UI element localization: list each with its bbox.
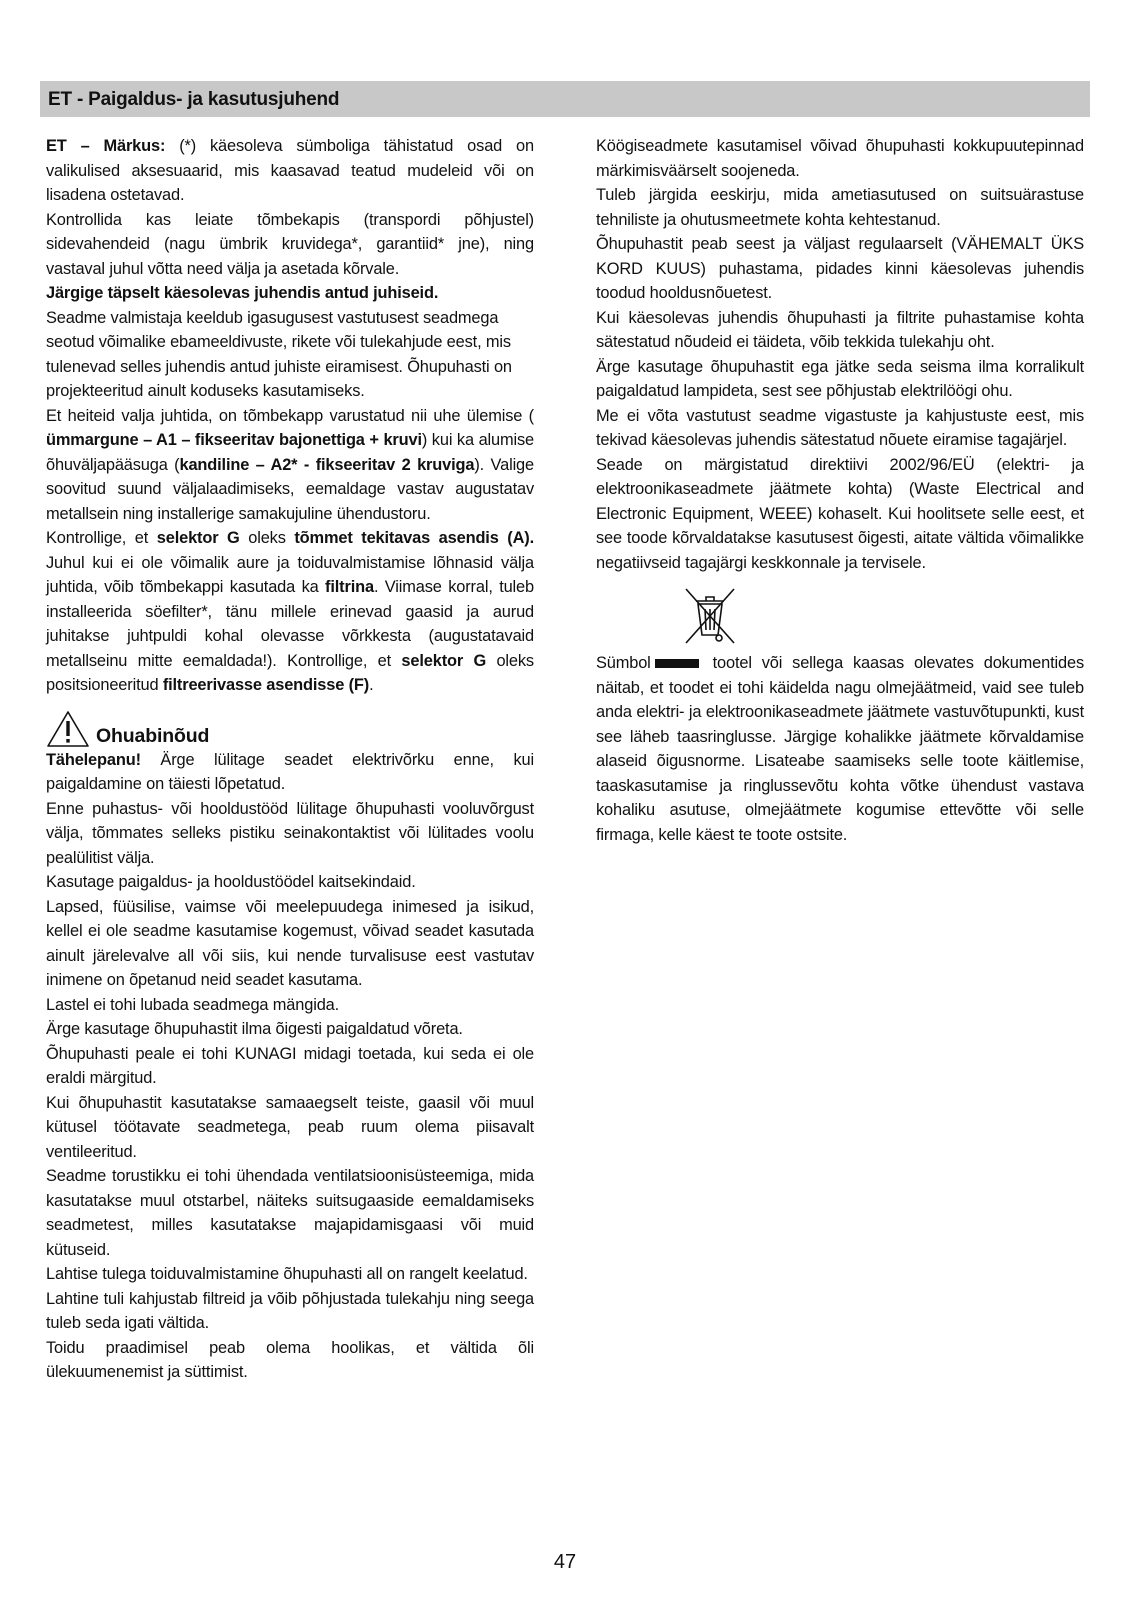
safety-item: Köögiseadmete kasutamisel võivad õhupuhasti kokkupuutepinnad märkimisväärselt soojeneda. <box>596 137 1084 180</box>
crossed-bin-icon <box>680 585 740 647</box>
air-outlet-text-3: ). Valige soovitud suund väljalaadimiseks, eemaldage vastav augustatav metallsein ning installerige samakujuline ühendustoru. <box>46 455 534 523</box>
air-outlet-text-2: ) kui ka alumise õhuväljapääsuga ( <box>46 431 534 474</box>
safety-item: Seadme torustikku ei tohi ühendada ventilatsioonisüsteemiga, mida kasutatakse muul otstarbel, näiteks suitsugaaside eemaldamiseks seadmetest, milles kasutatakse majapidamisgaasi või muid kütuseid. <box>46 1167 534 1259</box>
selector-text-5: oleks positsioneeritud <box>46 651 534 694</box>
selector-bold-2: tõmmet tekitavas asendis (A). <box>294 529 534 547</box>
safety-item: Õhupuhasti peale ei tohi KUNAGI midagi toetada, kui seda ei ole eraldi märgitud. <box>46 1044 534 1087</box>
selector-bold-3: filtrina <box>325 578 374 596</box>
air-outlet-text-1: Et heiteid valja juhtida, on tõmbekapp varustatud nii uhe ülemise ( <box>46 406 534 425</box>
safety-item: Ärge kasutage õhupuhastit ilma õigesti paigaldatud võreta. <box>46 1020 463 1038</box>
selector-bold-5: filtreerivasse asendisse (F) <box>162 676 370 694</box>
safety-item: Õhupuhastit peab seest ja väljast regulaarselt (VÄHEMALT ÜKS KORD KUUS) puhastama, pidades kinni käesolevas juhendis toodud hooldusnõuetest. <box>596 235 1084 302</box>
section-title: Ohuabinõud <box>96 724 210 747</box>
bar-symbol-icon <box>655 659 699 668</box>
safety-item: Tuleb järgida eeskirju, mida ametiasutused on suitsuärastuse tehniliste ja ohutusmeetmete kohta kehtestanud. <box>596 186 1084 229</box>
safety-item: Toidu praadimisel peab olema hoolikas, et vältida õli ülekuumenemist ja süttimist. <box>46 1338 534 1381</box>
safety-item: Kasutage paigaldus- ja hooldustöödel kaitsekindaid. <box>46 873 416 891</box>
safety-item: Ärge kasutage õhupuhastit ega jätke seda seisma ilma korralikult paigaldatud lampideta, sest see põhjustab elektrilöögi ohu. <box>596 357 1084 400</box>
check-package-paragraph: Kontrollida kas leiate tõmbekapis (transpordi põhjustel) sidevahendeid (nagu ümbrik kruvidega*, garantiid* jne), ning vastaval juhul võtta need välja ja asetada kõrvale. <box>46 210 534 278</box>
note-paragraph <box>46 134 534 208</box>
note-label: ET – Märkus: <box>46 137 166 155</box>
right-column <box>596 134 1084 847</box>
warning-text: Ärge lülitage seadet elektrivõrku enne, kui paigaldamine on täiesti lõpetatud. <box>46 750 534 793</box>
header-bar <box>40 81 1090 117</box>
page-title: ET - Paigaldus- ja kasutusjuhend <box>48 89 340 110</box>
safety-item: Kui käesolevas juhendis õhupuhasti ja filtrite puhastamise kohta sätestatud nõudeid ei täideta, võib tekkida tulekahju oht. <box>596 308 1084 351</box>
page-number: 47 <box>553 1551 577 1573</box>
weee-symbol-label: Sümbol <box>596 654 651 672</box>
selector-bold-4: selektor G <box>401 651 487 670</box>
air-outlet-bold-1: ümmargune – A1 – fikseeritav bajonettiga + kruvi <box>46 431 422 449</box>
selector-text-6: . <box>369 676 374 694</box>
safety-item: Enne puhastus- või hooldustööd lülitage õhupuhasti vooluvõrgust välja, tõmmates selleks pistiku seinakontaktist või lülitades voolu pealülitist välja. <box>46 799 534 867</box>
safety-item: Kui õhupuhastit kasutatakse samaaegselt teiste, gaasil või muul kütusel töötavate seadmetega, peab ruum olema piisavalt ventileeritud. <box>46 1093 534 1161</box>
safety-item: Me ei võta vastutust seadme vigastuste ja kahjustuste eest, mis tekivad käesolevas juhendis sätestatud nõuete eiramise tagajärjel. <box>596 406 1084 449</box>
weee-directive-paragraph: Seade on märgistatud direktiivi 2002/96/EÜ (elektri- ja elektroonikaseadmete jäätmete kohta) (Waste Electrical and Electronic Equipment, WEEE) kohaselt. Kui hoolitsete selle eest, et see toode kõrvaldatakse kasutusest õigesti, aitate vältida võimalikke negatiivseid tagajärgi keskkonnale ja tervisele. <box>596 455 1084 572</box>
follow-instructions-paragraph <box>46 281 534 306</box>
air-outlet-paragraph <box>46 404 534 527</box>
follow-instructions-bold: Järgige täpselt käesolevas juhendis antud juhiseid. <box>46 284 439 302</box>
selector-text-3: Juhul kui ei ole võimalik aure ja toiduvalmistamise lõhnasid välja juhtida, võib tõmbekappi kasutada ka <box>46 553 534 596</box>
safety-item: Lahtise tulega toiduvalmistamine õhupuhasti all on rangelt keelatud. <box>46 1265 528 1283</box>
warning-label: Tähelepanu! <box>46 750 141 769</box>
liability-paragraph: Seadme valmistaja keeldub igasugusest vastutusest seadmega seotud võimalike ebameeldivuste, rikete või tulekahjude eest, mis tulenevad selles juhendis antud juhiste eiramisest. Õhupuhasti on projekteeritud ainult koduseks kasutamiseks. <box>46 308 512 400</box>
safety-item: Lahtine tuli kahjustab filtreid ja võib põhjustada tulekahju ning seega tuleb seda igati vältida. <box>46 1289 534 1332</box>
weee-symbol-text: tootel või sellega kaasas olevates dokumentides näitab, et toodet ei tohi käidelda nagu olmejäätmeid, vaid see tuleb anda elektri- ja elektroonikaseadmete jäätmete vastuvõtupunkti, kust see läheb taasringlusse. Järgige kohalikke jäätmete kõrvaldamise alaseid õigusnorme. Lisateabe saamiseks selle toote käitlemise, taaskasutamise ja ringlussevõtu kohta võtke ühendust vastava kohaliku asutuse, olmejäätmete kogumise ettevõtte või selle firmaga, kelle käest te toote ostsite. <box>596 654 1084 844</box>
warning-triangle-icon <box>46 710 90 748</box>
note-text: (*) käesoleva sümboliga tähistatud osad on valikulised aksesuaarid, mis kaasavad teatud mudeleid või on lisadena ostetavad. <box>46 137 534 204</box>
air-outlet-bold-2: kandiline – A2* - fikseeritav 2 kruviga <box>179 455 475 474</box>
selector-text-1: Kontrollige, et <box>46 529 157 547</box>
safety-section-heading <box>46 710 534 748</box>
warning-paragraph <box>46 748 534 797</box>
safety-item: Lastel ei tohi lubada seadmega mängida. <box>46 995 340 1014</box>
left-column <box>46 134 534 1385</box>
selector-text-4: . Viimase korral, tuleb installeerida söefilter*, tänu millele erinevad gaasid ja aurud juhitakse juhtpuldi kohal olevasse võrkkesta (augustatavaid metallseinu mitte eemaldada!). Kontrollige, et <box>46 578 534 670</box>
selector-bold-1: selektor G <box>156 529 240 547</box>
safety-item: Lapsed, füüsilise, vaimse või meelepuudega inimesed ja isikud, kellel ei ole seadme kasutamise kogemust, võivad seadet kasutada ainult järelevalve all või siis, kui nende turvalisuse eest vastutav inimene on õpetanud neid seadet kasutama. <box>46 897 534 989</box>
weee-symbol-paragraph <box>596 651 1084 847</box>
weee-bin-icon-wrap <box>680 585 740 647</box>
selector-paragraph <box>46 526 534 698</box>
selector-text-2: oleks <box>239 529 295 547</box>
